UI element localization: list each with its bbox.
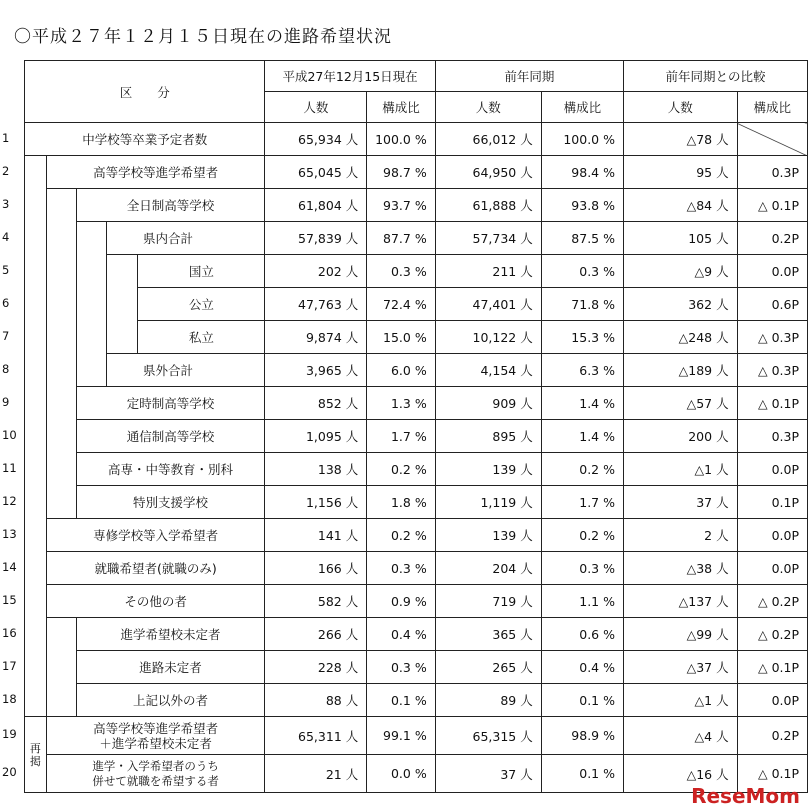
row-number: 1: [2, 130, 10, 145]
cell-c4: 15.3 %: [541, 321, 623, 354]
cell-c4: 0.6 %: [541, 618, 623, 651]
header-sub: 構成比: [367, 92, 435, 123]
indent-cell: [46, 486, 76, 519]
cell-c1: 582 人: [265, 585, 367, 618]
cell-c5: 200 人: [623, 420, 737, 453]
cell-c1: 202 人: [265, 255, 367, 288]
cell-c4: 1.4 %: [541, 387, 623, 420]
header-sub: 構成比: [541, 92, 623, 123]
row-number: 7: [2, 328, 10, 343]
indent-cell: [25, 156, 47, 189]
cell-c5: △9 人: [623, 255, 737, 288]
row-label: 県外合計: [107, 354, 265, 387]
cell-c6: △ 0.1P: [737, 387, 807, 420]
cell-c1: 141 人: [265, 519, 367, 552]
cell-c4: 0.1 %: [541, 755, 623, 793]
cell-c6: 0.2P: [737, 222, 807, 255]
row-number: 16: [2, 625, 17, 640]
indent-cell: [25, 321, 47, 354]
page-title: 〇平成２７年１２月１５日現在の進路希望状況: [14, 27, 392, 47]
cell-c5: △38 人: [623, 552, 737, 585]
indent-cell: [25, 189, 47, 222]
table-row: [25, 420, 808, 453]
indent-cell: [46, 288, 76, 321]
cell-c3: 719 人: [435, 585, 541, 618]
cell-c4: 98.4 %: [541, 156, 623, 189]
cell-c3: 65,315 人: [435, 717, 541, 755]
row-number: 13: [2, 526, 17, 541]
cell-c5: △57 人: [623, 387, 737, 420]
row-number: 11: [2, 460, 17, 475]
header-sub: 人数: [265, 92, 367, 123]
header-sub: 構成比: [737, 92, 807, 123]
indent-cell: [25, 354, 47, 387]
cell-c5: 95 人: [623, 156, 737, 189]
indent-cell: [25, 255, 47, 288]
row-number: 12: [2, 493, 17, 508]
cell-c2: 0.2 %: [367, 453, 435, 486]
cell-c5: △189 人: [623, 354, 737, 387]
cell-c5: 105 人: [623, 222, 737, 255]
indent-cell: [25, 387, 47, 420]
table-row: [25, 684, 808, 717]
cell-c1: 65,934 人: [265, 123, 367, 156]
table-row: [25, 519, 808, 552]
indent-cell: [25, 651, 47, 684]
indent-cell: [25, 519, 47, 552]
row-label: 国立: [138, 255, 265, 288]
cell-c1: 88 人: [265, 684, 367, 717]
row-label: 私立: [138, 321, 265, 354]
cell-c2: 93.7 %: [367, 189, 435, 222]
cell-c6: △ 0.1P: [737, 651, 807, 684]
cell-c2: 72.4 %: [367, 288, 435, 321]
cell-c3: 47,401 人: [435, 288, 541, 321]
cell-c1: 9,874 人: [265, 321, 367, 354]
cell-c5: △84 人: [623, 189, 737, 222]
cell-c2: 98.7 %: [367, 156, 435, 189]
cell-c1: 61,804 人: [265, 189, 367, 222]
row-number: 18: [2, 691, 17, 706]
row-label: 公立: [138, 288, 265, 321]
indent-cell: [107, 288, 138, 321]
cell-c4: 98.9 %: [541, 717, 623, 755]
cell-c4: 0.3 %: [541, 255, 623, 288]
indent-cell: [46, 420, 76, 453]
cell-c1: 57,839 人: [265, 222, 367, 255]
cell-c2: 0.4 %: [367, 618, 435, 651]
header-sub: 人数: [435, 92, 541, 123]
cell-c5: △248 人: [623, 321, 737, 354]
cell-c1: 21 人: [265, 755, 367, 793]
cell-c3: 139 人: [435, 519, 541, 552]
cell-c2: 0.3 %: [367, 651, 435, 684]
cell-c3: 61,888 人: [435, 189, 541, 222]
cell-c3: 4,154 人: [435, 354, 541, 387]
indent-cell: [25, 618, 47, 651]
row-label: 定時制高等学校: [76, 387, 265, 420]
cell-c2: 99.1 %: [367, 717, 435, 755]
row-label: 高等学校等進学希望者 ＋進学希望校未定者: [46, 717, 265, 755]
indent-cell: [76, 321, 107, 354]
indent-cell: [46, 651, 76, 684]
cell-c5: △4 人: [623, 717, 737, 755]
row-label: その他の者: [46, 585, 265, 618]
indent-cell: [76, 354, 107, 387]
cell-c4: 1.7 %: [541, 486, 623, 519]
cell-c6: 0.0P: [737, 684, 807, 717]
table-row: [25, 717, 808, 755]
table-row: [25, 585, 808, 618]
cell-c1: 166 人: [265, 552, 367, 585]
cell-c4: 0.2 %: [541, 519, 623, 552]
cell-c5: △137 人: [623, 585, 737, 618]
cell-c2: 100.0 %: [367, 123, 435, 156]
cell-c3: 10,122 人: [435, 321, 541, 354]
indent-cell: [25, 684, 47, 717]
cell-c5: △78 人: [623, 123, 737, 156]
cell-c6: △ 0.2P: [737, 618, 807, 651]
resemom-watermark: [691, 784, 800, 808]
cell-c5: △1 人: [623, 684, 737, 717]
cell-c5: 2 人: [623, 519, 737, 552]
cell-c6: △ 0.3P: [737, 354, 807, 387]
indent-cell: [46, 453, 76, 486]
indent-cell: [25, 420, 47, 453]
table-row: [25, 552, 808, 585]
indent-cell: [25, 486, 47, 519]
cell-c4: 100.0 %: [541, 123, 623, 156]
cell-c2: 0.3 %: [367, 552, 435, 585]
table-row: [25, 255, 808, 288]
cell-c2: 1.7 %: [367, 420, 435, 453]
cell-c4: 71.8 %: [541, 288, 623, 321]
indent-cell: [25, 222, 47, 255]
cell-c1: 1,156 人: [265, 486, 367, 519]
cell-c2: 6.0 %: [367, 354, 435, 387]
saikei-label: 再掲: [25, 717, 47, 793]
cell-c3: 365 人: [435, 618, 541, 651]
row-label: 就職希望者(就職のみ): [46, 552, 265, 585]
cell-c1: 852 人: [265, 387, 367, 420]
table-row: [25, 651, 808, 684]
cell-c3: 139 人: [435, 453, 541, 486]
row-number: 3: [2, 196, 10, 211]
cell-c6: 0.3P: [737, 156, 807, 189]
header-group-prev: 前年同期: [435, 61, 623, 92]
cell-c2: 0.2 %: [367, 519, 435, 552]
indent-cell: [76, 222, 107, 255]
cell-c3: 89 人: [435, 684, 541, 717]
cell-c3: 909 人: [435, 387, 541, 420]
table-row: [25, 486, 808, 519]
row-label: 高専・中等教育・別科: [76, 453, 265, 486]
row-label: 特別支援学校: [76, 486, 265, 519]
cell-c4: 0.3 %: [541, 552, 623, 585]
cell-c2: 1.3 %: [367, 387, 435, 420]
cell-c4: 0.1 %: [541, 684, 623, 717]
row-label: 中学校等卒業予定者数: [25, 123, 265, 156]
row-number: 2: [2, 163, 10, 178]
cell-c6: 0.0P: [737, 453, 807, 486]
cell-c1: 228 人: [265, 651, 367, 684]
row-label: 進学希望校未定者: [76, 618, 265, 651]
cell-c6: 0.0P: [737, 552, 807, 585]
row-number: 5: [2, 262, 10, 277]
cell-c6: [737, 123, 807, 156]
cell-c2: 0.1 %: [367, 684, 435, 717]
cell-c3: 64,950 人: [435, 156, 541, 189]
indent-cell: [46, 684, 76, 717]
indent-cell: [25, 552, 47, 585]
table-row: [25, 453, 808, 486]
indent-cell: [46, 255, 76, 288]
cell-c5: 362 人: [623, 288, 737, 321]
row-label: 通信制高等学校: [76, 420, 265, 453]
cell-c6: △ 0.1P: [737, 755, 807, 793]
row-number: 15: [2, 592, 17, 607]
cell-c2: 0.3 %: [367, 255, 435, 288]
cell-c3: 204 人: [435, 552, 541, 585]
row-number: 4: [2, 229, 10, 244]
cell-c3: 265 人: [435, 651, 541, 684]
row-number: 9: [2, 394, 10, 409]
cell-c2: 15.0 %: [367, 321, 435, 354]
cell-c1: 1,095 人: [265, 420, 367, 453]
cell-c5: △99 人: [623, 618, 737, 651]
cell-c6: △ 0.2P: [737, 585, 807, 618]
row-label: 進学・入学希望者のうち 併せて就職を希望する者: [46, 755, 265, 793]
cell-c3: 66,012 人: [435, 123, 541, 156]
cell-c3: 57,734 人: [435, 222, 541, 255]
indent-cell: [46, 387, 76, 420]
indent-cell: [107, 321, 138, 354]
row-number: 20: [2, 765, 17, 779]
cell-c1: 138 人: [265, 453, 367, 486]
table-row: [25, 189, 808, 222]
row-label: 進路未定者: [76, 651, 265, 684]
cell-c4: 93.8 %: [541, 189, 623, 222]
cell-c4: 6.3 %: [541, 354, 623, 387]
watermark-suffix: Mom: [745, 784, 800, 808]
row-label: 全日制高等学校: [76, 189, 265, 222]
cell-c5: △37 人: [623, 651, 737, 684]
indent-cell: [46, 222, 76, 255]
indent-cell: [25, 585, 47, 618]
row-number: 10: [2, 427, 17, 442]
row-number: 6: [2, 295, 10, 310]
cell-c3: 895 人: [435, 420, 541, 453]
cell-c6: 0.6P: [737, 288, 807, 321]
indent-cell: [46, 354, 76, 387]
cell-c1: 47,763 人: [265, 288, 367, 321]
cell-c4: 0.2 %: [541, 453, 623, 486]
cell-c5: △1 人: [623, 453, 737, 486]
indent-cell: [46, 321, 76, 354]
table-row: [25, 387, 808, 420]
cell-c3: 211 人: [435, 255, 541, 288]
table-row: [25, 755, 808, 793]
cell-c1: 65,311 人: [265, 717, 367, 755]
cell-c5: △16 人: [623, 755, 737, 793]
cell-c6: 0.1P: [737, 486, 807, 519]
row-number: 8: [2, 361, 10, 376]
cell-c6: 0.0P: [737, 519, 807, 552]
header-group-current: 平成27年12月15日現在: [265, 61, 435, 92]
cell-c4: 0.4 %: [541, 651, 623, 684]
table-row: [25, 156, 808, 189]
cell-c6: 0.2P: [737, 717, 807, 755]
indent-cell: [107, 255, 138, 288]
indent-cell: [76, 288, 107, 321]
row-label: 高等学校等進学希望者: [46, 156, 265, 189]
row-label: 上記以外の者: [76, 684, 265, 717]
indent-cell: [46, 189, 76, 222]
cell-c5: 37 人: [623, 486, 737, 519]
indent-cell: [25, 288, 47, 321]
header-sub: 人数: [623, 92, 737, 123]
cell-c1: 266 人: [265, 618, 367, 651]
watermark-prefix: Rese: [691, 784, 746, 808]
indent-cell: [46, 618, 76, 651]
cell-c6: 0.0P: [737, 255, 807, 288]
row-label: 専修学校等入学希望者: [46, 519, 265, 552]
indent-cell: [76, 255, 107, 288]
table-row: [25, 288, 808, 321]
cell-c2: 87.7 %: [367, 222, 435, 255]
cell-c6: △ 0.3P: [737, 321, 807, 354]
row-number: 19: [2, 727, 17, 741]
cell-c3: 1,119 人: [435, 486, 541, 519]
career-status-table: [24, 60, 808, 793]
cell-c1: 65,045 人: [265, 156, 367, 189]
cell-c3: 37 人: [435, 755, 541, 793]
table-row: [25, 123, 808, 156]
header-group-diff: 前年同期との比較: [623, 61, 807, 92]
row-label: 県内合計: [107, 222, 265, 255]
row-number: 17: [2, 658, 17, 673]
table-row: [25, 618, 808, 651]
indent-cell: [25, 453, 47, 486]
cell-c4: 1.4 %: [541, 420, 623, 453]
cell-c6: △ 0.1P: [737, 189, 807, 222]
row-number: 14: [2, 559, 17, 574]
cell-c2: 0.9 %: [367, 585, 435, 618]
cell-c4: 87.5 %: [541, 222, 623, 255]
cell-c6: 0.3P: [737, 420, 807, 453]
cell-c4: 1.1 %: [541, 585, 623, 618]
cell-c2: 0.0 %: [367, 755, 435, 793]
table-row: [25, 222, 808, 255]
header-section: 区 分: [25, 61, 265, 123]
table-row: [25, 321, 808, 354]
table-row: [25, 354, 808, 387]
cell-c2: 1.8 %: [367, 486, 435, 519]
cell-c1: 3,965 人: [265, 354, 367, 387]
